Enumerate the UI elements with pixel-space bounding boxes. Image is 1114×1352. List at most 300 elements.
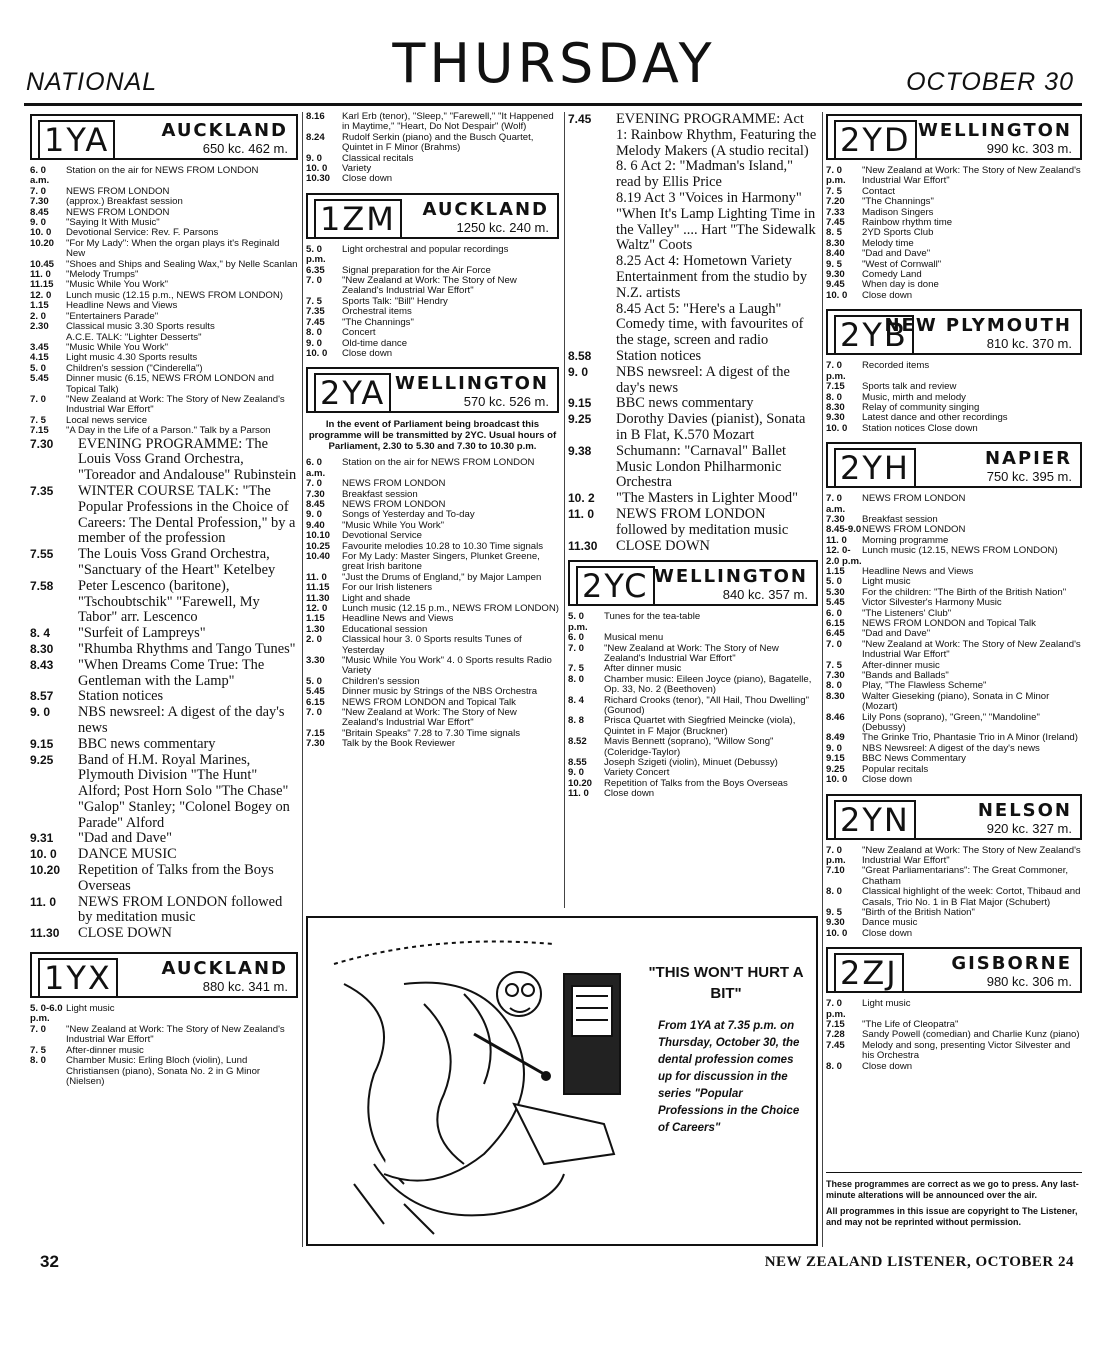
station-frequency: 990 kc. 303 m. — [986, 141, 1072, 156]
program-time: 8.45 — [306, 498, 325, 510]
program-time — [568, 302, 616, 349]
program-title: "Surfeit of Lampreys" — [78, 625, 206, 642]
program-time: 9. 5 — [826, 258, 843, 270]
station-frequency: 570 kc. 526 m. — [463, 394, 549, 410]
station-box-2ya — [306, 367, 559, 413]
program-title: Rainbow rhythm time — [862, 217, 953, 229]
program-title: Lunch music (12.15 p.m., NEWS FROM LONDON) — [342, 603, 559, 614]
station-logo: 2ZJ — [834, 953, 904, 993]
program-time: 6. 0 a.m. — [30, 165, 50, 187]
program-time: 5. 0 p.m. — [306, 243, 326, 266]
program-time: 7.28 — [826, 1029, 845, 1041]
program-title: 8. 6 Act 2: "Madman's Island," read by Ellis Price — [616, 158, 794, 191]
station-city: AUCKLAND — [422, 198, 549, 220]
program-time: 10. 0 — [826, 289, 848, 301]
program-entry — [30, 831, 298, 847]
program-entry — [30, 895, 298, 927]
program-time: 7.45 — [826, 217, 845, 229]
station-frequency: 810 kc. 370 m. — [986, 336, 1072, 352]
program-title: Dinner music by Strings of the NBS Orchestra — [342, 686, 538, 698]
program-entry — [568, 254, 818, 301]
program-time: 6.45 — [826, 628, 845, 640]
program-title: Classical hour 3. 0 Sports results Tunes of Yesterday — [342, 634, 522, 656]
program-time: 5. 0 — [306, 675, 323, 687]
schedule-2yn — [826, 846, 1082, 940]
program-title: 8.25 Act 4: Hometown Variety Entertainment from the studio by N.Z. artists — [616, 253, 808, 301]
program-title: Tunes for the tea-table — [604, 611, 701, 623]
program-time: 5. 0 p.m. — [568, 611, 588, 633]
program-title: Talk by the Book Reviewer — [342, 738, 456, 750]
station-city: GISBORNE — [951, 953, 1072, 975]
program-title: "The Listeners' Club" — [862, 607, 952, 619]
station-box-2yd — [826, 114, 1082, 160]
station-city: WELLINGTON — [395, 373, 549, 395]
program-time: 1.15 — [306, 613, 325, 625]
station-box-2zj — [826, 947, 1082, 993]
program-entry — [30, 322, 298, 332]
program-time: 10. 0 — [826, 422, 848, 434]
program-time: 9. 0 — [306, 152, 323, 164]
program-time: 7. 5 — [826, 185, 843, 197]
program-entry — [826, 291, 1082, 301]
program-title: The Grinke Trio, Phantasie Trio in A Minor (Ireland) — [862, 732, 1078, 744]
program-title: Walter Gieseking (piano), Sonata in C Minor (Mozart) — [862, 690, 1050, 713]
program-time: 9. 5 — [826, 906, 843, 918]
program-time: 10.30 — [306, 173, 331, 185]
station-city: NELSON — [977, 799, 1072, 821]
parliament-note: In the event of Parliament being broadcast this programme will be transmitted by 2YC. Usual hours of Parliament, 2.30 to 5.30 and 7.30 to 10.30 p.m. — [308, 419, 557, 453]
program-time: 6.15 — [306, 696, 325, 708]
program-title: Comedy Land — [862, 269, 922, 281]
program-title: Breakfast session — [342, 488, 418, 500]
program-title: 8.45 Act 5: "Here's a Laugh" Comedy time, with favourites of the stage, screen and radio — [616, 300, 804, 349]
program-title: Songs of Yesterday and To-day — [342, 509, 475, 521]
program-time: 2. 0 — [306, 634, 323, 646]
program-title: Station notices — [616, 347, 702, 364]
program-title: "Entertainers Parade" — [66, 310, 159, 322]
program-title: NEWS FROM LONDON — [342, 498, 446, 510]
program-entry — [826, 1041, 1082, 1062]
program-title: "Music While You Work" 4. 0 Sports results Radio Variety — [342, 655, 552, 677]
program-entry — [30, 847, 298, 863]
program-time: 7. 0 — [568, 642, 585, 654]
program-time: 8. 0 — [826, 680, 843, 692]
program-time: 7.15 — [306, 727, 325, 739]
dentist-illustration — [314, 924, 644, 1236]
program-time: 9.30 — [826, 269, 845, 281]
program-title: "The Channings" — [342, 316, 414, 328]
program-title: NBS newsreel: A digest of the day's news — [616, 363, 790, 396]
program-time: 7. 0 — [30, 185, 47, 197]
program-time: 9.31 — [30, 831, 54, 846]
program-time: 8. 4 — [30, 626, 51, 641]
program-time: 8.30 — [826, 690, 845, 702]
program-title: After dinner music — [604, 663, 682, 675]
program-time: 5.30 — [826, 586, 845, 598]
schedule-1yx — [30, 1004, 298, 1087]
program-entry — [30, 239, 298, 260]
program-time: 10.10 — [306, 530, 331, 542]
program-entry — [30, 374, 298, 395]
schedule-2yb — [826, 361, 1082, 434]
program-title: Repetition of Talks from the Boys Overseas — [604, 777, 788, 789]
station-box-2yh — [826, 442, 1082, 488]
program-time: 11.15 — [30, 279, 54, 291]
program-title: Schumann: "Carnaval" Ballet Music London Philharmonic Orchestra — [616, 442, 787, 491]
program-time: 10.20 — [568, 777, 593, 789]
program-title: Favourite melodies 10.28 to 10.30 Time signals — [342, 540, 544, 552]
program-time: 7.33 — [826, 206, 845, 218]
program-title: 8.19 Act 3 "Voices in Harmony" "When It's Lamp Lighting Time in the Valley" .... Hart "The Sidewalk Waltz" Coots — [616, 189, 816, 254]
program-time: 7.58 — [30, 578, 54, 593]
program-entry — [826, 166, 1082, 187]
program-entry — [30, 166, 298, 187]
program-time: 3.30 — [306, 655, 325, 667]
program-time: 7. 0 a.m. — [826, 493, 846, 515]
program-time: 5.45 — [826, 597, 845, 609]
header-network: NATIONAL — [26, 68, 158, 96]
program-time: 8.49 — [826, 732, 845, 744]
program-title: Melody time — [862, 237, 914, 249]
program-entry — [568, 444, 818, 491]
program-time: 11.30 — [568, 538, 598, 553]
program-title: Lunch music (12.15 p.m., NEWS FROM LONDON) — [66, 289, 283, 301]
program-time: 7. 0 — [306, 275, 323, 287]
station-box-2yc — [568, 560, 818, 606]
program-time: 9. 0 — [306, 509, 323, 521]
program-title: "The Masters in Lighter Mood" — [616, 490, 799, 507]
program-title: Classical music 3.30 Sports results — [66, 321, 215, 333]
program-entry — [826, 546, 1082, 567]
program-entry — [826, 640, 1082, 661]
program-entry — [306, 328, 559, 338]
program-entry — [826, 494, 1082, 515]
program-time — [568, 191, 616, 254]
program-title: Dinner music (6.15, NEWS FROM LONDON and Topical Talk) — [66, 373, 274, 395]
program-time: 11. 0 — [568, 506, 595, 521]
program-time: 6.15 — [826, 618, 845, 629]
program-title: Light music — [862, 576, 911, 588]
program-entry — [30, 579, 298, 626]
program-title: Play, "The Flawless Scheme" — [862, 680, 987, 692]
program-time: 7. 5 — [568, 663, 585, 675]
program-time: 7.20 — [826, 196, 845, 208]
program-title: "Just the Drums of England," by Major Lampen — [342, 571, 542, 583]
station-logo: 2YH — [834, 448, 916, 488]
program-time: 11. 0 — [568, 788, 589, 800]
program-title: Joseph Szigeti (violin), Minuet (Debussy) — [604, 757, 778, 768]
program-entry — [826, 382, 1082, 392]
program-title: "Music While You Work" — [66, 341, 169, 353]
program-title: Chamber Music: Erling Bloch (violin), Lund Christiansen (piano), Sonata No. 2 in G Minor (Nielsen) — [66, 1055, 261, 1087]
program-entry — [30, 426, 298, 436]
program-time: 8.57 — [30, 689, 54, 704]
program-entry — [306, 531, 559, 541]
program-time: 6. 0 — [568, 632, 585, 644]
program-title: Mavis Bennett (soprano), "Willow Song" (Coleridge-Taylor) — [604, 736, 774, 758]
program-title: "Melody Trumps" — [66, 269, 139, 281]
program-title: For our Irish listeners — [342, 582, 433, 594]
program-title: Station notices — [78, 688, 164, 705]
program-title: "New Zealand at Work: The Story of New Zealand's Industrial War Effort" — [66, 1023, 285, 1046]
program-time: 7.10 — [826, 865, 845, 877]
program-entry — [30, 642, 298, 658]
program-time: 7.30 — [30, 436, 54, 451]
program-title: Concert — [342, 327, 376, 339]
station-frequency: 840 kc. 357 m. — [722, 587, 808, 603]
program-title: Classical highlight of the week: Cortot, Thibaud and Casals, Trio No. 1 in B Flat Major (Schubert) — [862, 886, 1081, 908]
page-number: 32 — [40, 1252, 59, 1271]
program-title: Dorothy Davies (pianist), Sonata in B Flat, K.570 Mozart — [616, 411, 806, 443]
program-time: 6. 0 — [826, 607, 843, 619]
program-title: Close down — [604, 788, 655, 800]
program-entry — [826, 361, 1082, 382]
program-time: 7.45 — [306, 316, 325, 328]
program-title: Light music — [862, 998, 911, 1010]
program-title: "New Zealand at Work: The Story of New Zealand's Industrial War Effort" — [604, 642, 779, 664]
program-title: Close down — [862, 289, 913, 301]
program-time: 7. 0 p.m. — [826, 360, 846, 382]
program-title: NEWS FROM LONDON and Topical Talk — [342, 696, 516, 708]
program-time: 8. 5 — [826, 227, 843, 239]
program-entry — [568, 633, 818, 643]
program-time: 7. 0 — [30, 393, 47, 405]
station-frequency: 980 kc. 306 m. — [986, 974, 1072, 990]
program-time: 8. 0 — [826, 391, 843, 403]
program-time: 8. 0 — [826, 886, 843, 898]
program-entry — [568, 396, 818, 412]
program-title: WINTER COURSE TALK: "The Popular Professions in the Choice of Careers: The Dental Profession," by a member of the profession — [78, 482, 296, 547]
program-title: Musical menu — [604, 632, 664, 644]
program-time: 11. 0 — [30, 894, 57, 909]
program-time: 8.30 — [826, 401, 845, 413]
program-title: Headline News and Views — [66, 300, 178, 312]
program-title: "Dad and Dave" — [862, 248, 931, 260]
program-time: 7.30 — [826, 670, 845, 682]
program-title: Madison Singers — [862, 206, 934, 218]
station-frequency: 920 kc. 327 m. — [986, 820, 1072, 836]
program-title: EVENING PROGRAMME: The Louis Voss Grand Orchestra, "Toreador and Andalouse" Rubinstein — [78, 435, 297, 484]
program-entry — [30, 437, 298, 484]
column-1 — [30, 112, 298, 1247]
program-title: Breakfast session — [862, 513, 938, 525]
program-title: NBS Newsreel: A digest of the day's news — [862, 742, 1040, 754]
program-title: BBC news commentary — [78, 735, 216, 752]
station-city: NEW PLYMOUTH — [884, 315, 1072, 337]
program-time: 8.16 — [306, 112, 325, 122]
program-entry — [30, 658, 298, 690]
schedule-1ya-evening — [30, 437, 298, 943]
program-title: For My Lady: Master Singers, Plunket Greene, great Irish baritone — [342, 550, 540, 573]
program-title: BBC news commentary — [616, 395, 754, 412]
station-logo: 2YD — [834, 120, 917, 160]
program-title: NEWS FROM LONDON followed by meditation music — [78, 893, 283, 926]
program-title: "Rhumba Rhythms and Tango Tunes" — [78, 640, 296, 657]
program-title: "New Zealand at Work: The Story of New Zealand's Industrial War Effort" — [342, 275, 517, 297]
program-time: 9.38 — [568, 443, 592, 458]
program-time: 9. 0 — [30, 217, 47, 229]
program-entry — [306, 276, 559, 297]
column-divider — [564, 112, 565, 908]
program-title: "For My Lady": When the organ plays it's Reginald New — [66, 237, 280, 260]
page-header — [24, 28, 1084, 106]
program-entry — [30, 926, 298, 942]
program-time: 9.15 — [568, 396, 592, 411]
program-entry — [306, 635, 559, 656]
station-city: WELLINGTON — [654, 566, 808, 588]
program-title: Light music 4.30 Sports results — [66, 352, 198, 364]
program-title: Headline News and Views — [862, 565, 974, 577]
program-time: 10.20 — [30, 237, 55, 249]
program-time: 2.30 — [30, 321, 49, 333]
program-title: Educational session — [342, 623, 428, 635]
program-time: 11. 0 — [826, 534, 847, 546]
schedule-2ya-day — [306, 458, 559, 749]
program-time: 8.45-9.0 — [826, 524, 862, 536]
program-title: After-dinner music — [862, 659, 940, 671]
station-city: AUCKLAND — [161, 120, 288, 141]
program-time: 5. 0 — [826, 576, 843, 588]
program-time: 8.40 — [826, 248, 845, 260]
program-title: "Dad and Dave" — [78, 830, 173, 847]
program-time: 8.55 — [568, 757, 587, 768]
program-title: NEWS FROM LONDON — [66, 206, 170, 218]
program-entry — [568, 365, 818, 397]
program-title: Close down — [862, 1060, 913, 1072]
program-time: 7. 0 — [826, 638, 843, 650]
program-title: "Great Parliamentarians": The Great Commoner, Chatham — [862, 865, 1069, 887]
program-time: 8.45 — [30, 206, 49, 218]
program-time: 7. 5 — [306, 295, 323, 307]
program-title: NEWS FROM LONDON and Topical Talk — [862, 618, 1036, 629]
program-time: 5.45 — [30, 373, 49, 385]
program-time — [568, 159, 616, 191]
program-title: Contact — [862, 185, 896, 197]
program-title: (approx.) Breakfast session — [66, 196, 183, 208]
program-title: Relay of community singing — [862, 401, 980, 413]
program-entry — [568, 507, 818, 539]
program-time — [568, 254, 616, 301]
program-time: 9. 0 — [568, 767, 585, 779]
program-time: 5.45 — [306, 686, 325, 698]
program-time: 9.25 — [30, 752, 54, 767]
program-title: 2YD Sports Club — [862, 227, 934, 239]
program-time: 7. 5 — [826, 659, 843, 671]
column-2 — [306, 112, 559, 908]
cartoon-caption-title: "THIS WON'T HURT A BIT" — [648, 964, 804, 1002]
column-divider — [822, 112, 823, 1247]
program-title: "When Dreams Come True: The Gentleman with the Lamp" — [78, 656, 265, 689]
program-title: "The Life of Cleopatra" — [862, 1018, 959, 1030]
station-logo: 2YB — [834, 315, 914, 355]
program-entry — [30, 484, 298, 547]
station-box-2yn — [826, 794, 1082, 840]
program-entry — [306, 112, 559, 133]
program-time: 8. 0 — [30, 1055, 47, 1067]
program-time: 5. 0 — [30, 362, 47, 374]
station-frequency: 650 kc. 462 m. — [202, 141, 288, 156]
program-title: Lunch music (12.15, NEWS FROM LONDON) — [862, 545, 1058, 557]
program-time: 9.30 — [826, 412, 845, 424]
program-title: NEWS FROM LONDON — [342, 478, 446, 490]
program-time: 7.35 — [306, 306, 325, 318]
program-title: Station on the air for NEWS FROM LONDON — [342, 457, 535, 469]
program-entry — [568, 491, 818, 507]
program-entry — [306, 174, 559, 184]
program-entry — [30, 753, 298, 832]
program-entry — [568, 716, 818, 737]
program-time: 9.15 — [30, 736, 54, 751]
program-title: For the children: "The Birth of the British Nation" — [862, 586, 1067, 598]
program-entry — [826, 424, 1082, 434]
program-entry — [306, 708, 559, 729]
program-entry — [306, 458, 559, 479]
program-entry — [30, 705, 298, 737]
program-title: Repetition of Talks from the Boys Overseas — [78, 862, 274, 894]
program-title: Headline News and Views — [342, 613, 454, 625]
schedule-2yh — [826, 494, 1082, 785]
program-entry — [568, 696, 818, 717]
program-time: 10. 0 — [30, 847, 57, 862]
program-title: Orchestral items — [342, 306, 412, 318]
program-title: "Music While You Work" — [66, 279, 169, 291]
program-time: 9.45 — [826, 279, 845, 291]
program-time: 7. 0 — [30, 1023, 47, 1035]
program-title: Sandy Powell (comedian) and Charlie Kunz (piano) — [862, 1029, 1080, 1041]
program-title: "Bands and Ballads" — [862, 670, 949, 682]
program-title: Light and shade — [342, 592, 411, 604]
program-time: 7.45 — [826, 1039, 845, 1051]
program-title: "Dad and Dave" — [862, 628, 931, 640]
program-time: 10. 0 — [826, 774, 848, 786]
column-divider — [302, 112, 303, 1247]
program-entry — [30, 1004, 298, 1025]
program-entry — [30, 1025, 298, 1046]
program-time: 7.30 — [306, 738, 325, 750]
program-time: 7. 5 — [30, 1044, 47, 1056]
program-time: 8.46 — [826, 711, 845, 723]
program-title: Light music — [66, 1003, 115, 1015]
program-entry — [30, 626, 298, 642]
station-city: NAPIER — [984, 448, 1072, 470]
program-title: Station notices Close down — [862, 422, 978, 434]
program-title: Dance music — [862, 917, 918, 929]
program-title: Chamber music: Eileen Joyce (piano), Bagatelle, Op. 33, No. 2 (Beethoven) — [604, 673, 812, 696]
program-title: Melody and song, presenting Victor Silvester and his Orchestra — [862, 1039, 1071, 1062]
program-time: 7.35 — [30, 483, 54, 498]
program-entry — [568, 737, 818, 758]
program-time: 10. 0 — [306, 347, 328, 359]
program-time: 7.15 — [30, 425, 49, 437]
program-title: Prisca Quartet with Siegfried Meincke (viola), Quintet in F Major (Bruckner) — [604, 715, 796, 737]
program-title: Sports talk and review — [862, 381, 957, 393]
dentist-cartoon — [306, 916, 818, 1246]
program-entry — [826, 1062, 1082, 1072]
schedule-1ya-day — [30, 166, 298, 437]
program-time: 10.20 — [30, 863, 61, 878]
program-title: "West of Cornwall" — [862, 258, 942, 270]
station-frequency: 880 kc. 341 m. — [202, 979, 288, 995]
program-entry — [30, 547, 298, 579]
program-title: CLOSE DOWN — [78, 925, 172, 942]
footnote-copyright: All programmes in this issue are copyright to The Listener, and may not be reprinted without permission. — [826, 1206, 1078, 1227]
station-box-1ya — [30, 114, 298, 160]
program-title: Recorded items — [862, 360, 930, 372]
program-entry — [306, 552, 559, 573]
program-time: 9.25 — [826, 763, 845, 775]
program-title: Rudolf Serkin (piano) and the Busch Quartet, Quintet in F Minor (Brahms) — [342, 131, 534, 154]
program-entry — [306, 656, 559, 677]
